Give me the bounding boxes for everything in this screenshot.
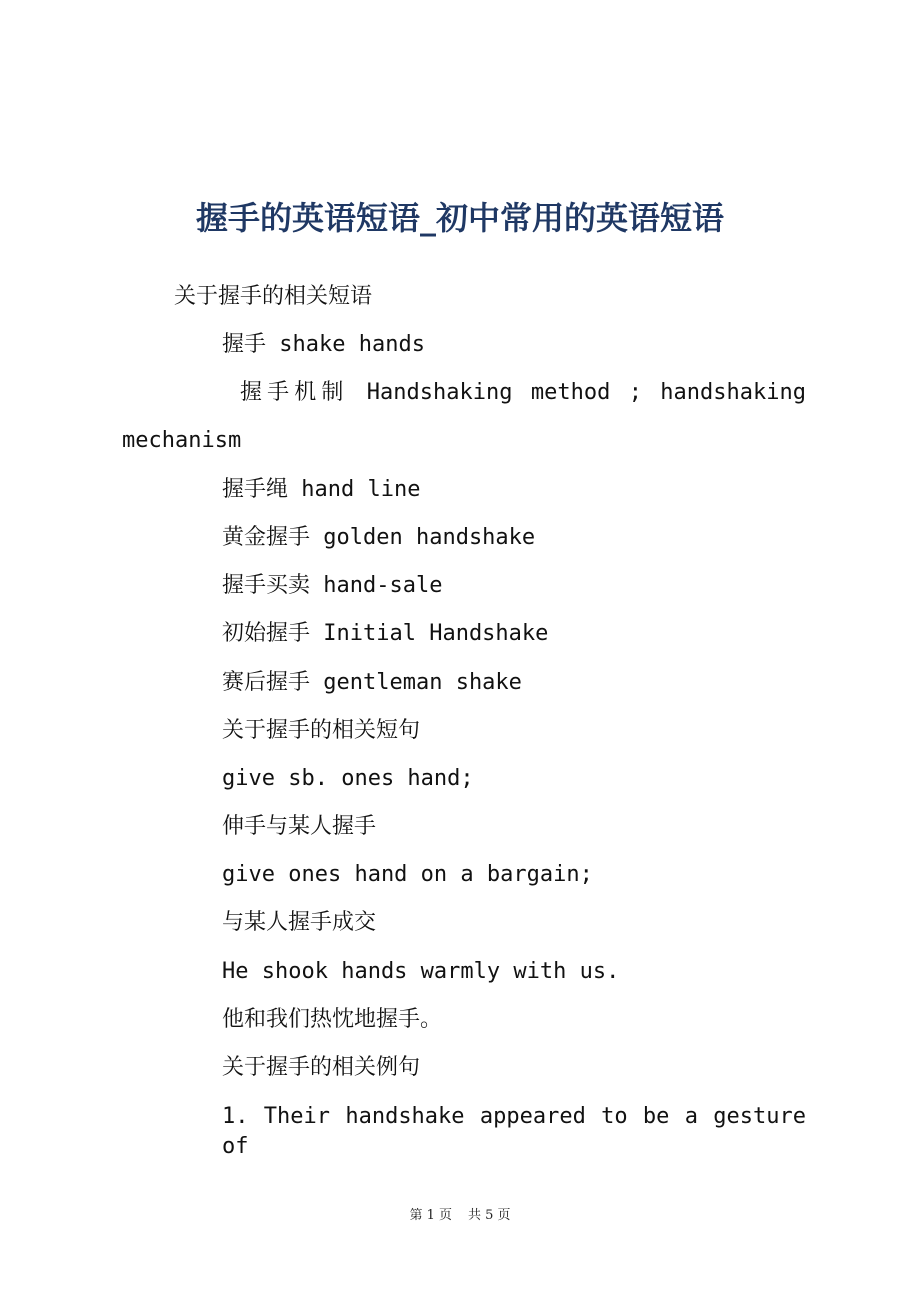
sentence-item: 与某人握手成交 [222, 910, 377, 935]
sentence-item: He shook hands warmly with us. [222, 959, 620, 984]
sentence-item: 伸手与某人握手 [222, 814, 377, 839]
phrase-item: 初始握手 Initial Handshake [222, 621, 549, 646]
sentence-item: give sb. ones hand; [222, 766, 474, 791]
phrase-item: 黄金握手 golden handshake [222, 525, 536, 550]
phrase-item: 握手绳 hand line [222, 477, 421, 502]
sentence-item: 他和我们热忱地握手。 [222, 1007, 443, 1032]
page-total: 共 5 页 [468, 1208, 511, 1223]
section-heading-examples: 关于握手的相关例句 [222, 1055, 421, 1080]
example-sentence: 1. Their handshake appeared to be a gesture of [222, 1104, 806, 1159]
phrase-item: 握手买卖 hand-sale [222, 573, 443, 598]
phrase-item: 握手 shake hands [222, 332, 425, 357]
page-title: 握手的英语短语_初中常用的英语短语 [195, 199, 724, 237]
section-heading-sentences: 关于握手的相关短句 [222, 718, 421, 743]
section-heading-phrases: 关于握手的相关短语 [174, 284, 373, 309]
phrase-item-wrapped: 握手机制 Handshaking method ; handshaking mechanism [122, 380, 806, 453]
page-number: 第 1 页 [409, 1208, 452, 1223]
sentence-item: give ones hand on a bargain; [222, 862, 593, 887]
page-footer [0, 1206, 920, 1226]
phrase-item: 赛后握手 gentleman shake [222, 670, 522, 695]
